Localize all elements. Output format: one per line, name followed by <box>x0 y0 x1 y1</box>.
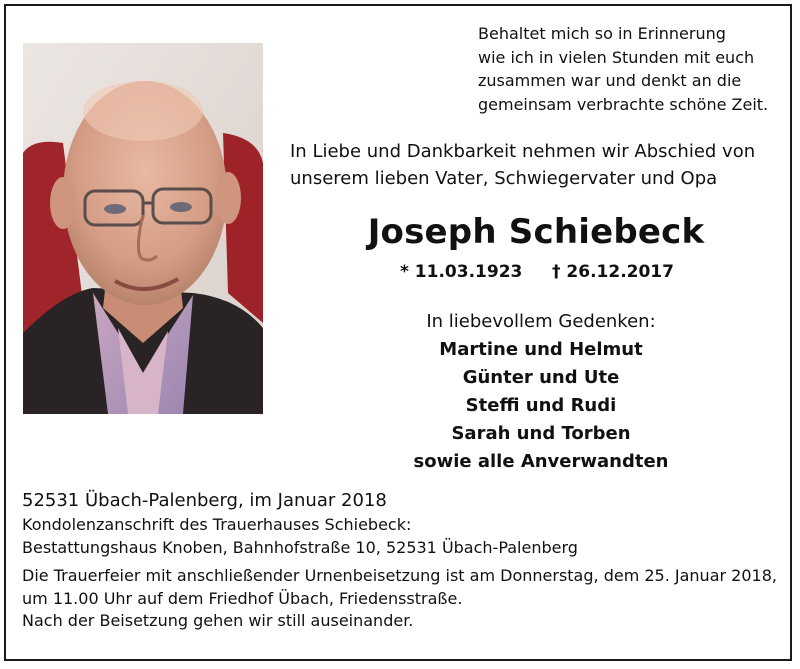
poem-line: Behaltet mich so in Erinnerung <box>478 24 726 43</box>
mourner-name: Martine und Helmut <box>439 339 643 360</box>
death-date: † 26.12.2017 <box>552 262 674 282</box>
mourner-name: Steffi und Rudi <box>465 395 617 416</box>
intro-line: In Liebe und Dankbarkeit nehmen wir Abschied von <box>290 141 756 162</box>
condolence-label: Kondolenzanschrift des Trauerhauses Schiebeck: <box>22 515 412 534</box>
poem-line: zusammen war und denkt an die <box>478 71 742 90</box>
ceremony-info: um 11.00 Uhr auf dem Friedhof Übach, Friedensstraße. <box>22 588 463 608</box>
poem-line: gemeinsam verbrachte schöne Zeit. <box>478 94 769 114</box>
obituary-frame <box>4 4 792 661</box>
closing-note: Nach der Beisetzung gehen wir still auseinander. <box>22 611 414 630</box>
place-date: 52531 Übach-Palenberg, im Januar 2018 <box>22 490 387 511</box>
birth-date: * 11.03.1923 <box>400 262 523 282</box>
intro-line: unserem lieben Vater, Schwiegervater und Opa <box>290 168 718 189</box>
deceased-name: Joseph Schiebeck <box>367 212 705 252</box>
poem-line: wie ich in vielen Stunden mit euch <box>478 47 755 67</box>
mourners-block <box>306 308 776 476</box>
mourner-name: Günter und Ute <box>462 367 620 388</box>
portrait-illustration <box>23 43 263 414</box>
condolence-address: Bestattungshaus Knoben, Bahnhofstraße 10, 52531 Übach-Palenberg <box>22 537 578 557</box>
portrait-photo <box>23 43 263 414</box>
mourners-heading: In liebevollem Gedenken: <box>426 311 656 332</box>
ceremony-info: Die Trauerfeier mit anschließender Urnenbeisetzung ist am Donnerstag, dem 25. Januar 2018, <box>22 566 777 585</box>
farewell-intro <box>290 138 800 192</box>
mourner-name: Sarah und Torben <box>451 423 631 444</box>
notice-footer <box>22 488 792 633</box>
memorial-poem <box>478 22 796 116</box>
mourner-name: sowie alle Anverwandten <box>413 451 669 472</box>
